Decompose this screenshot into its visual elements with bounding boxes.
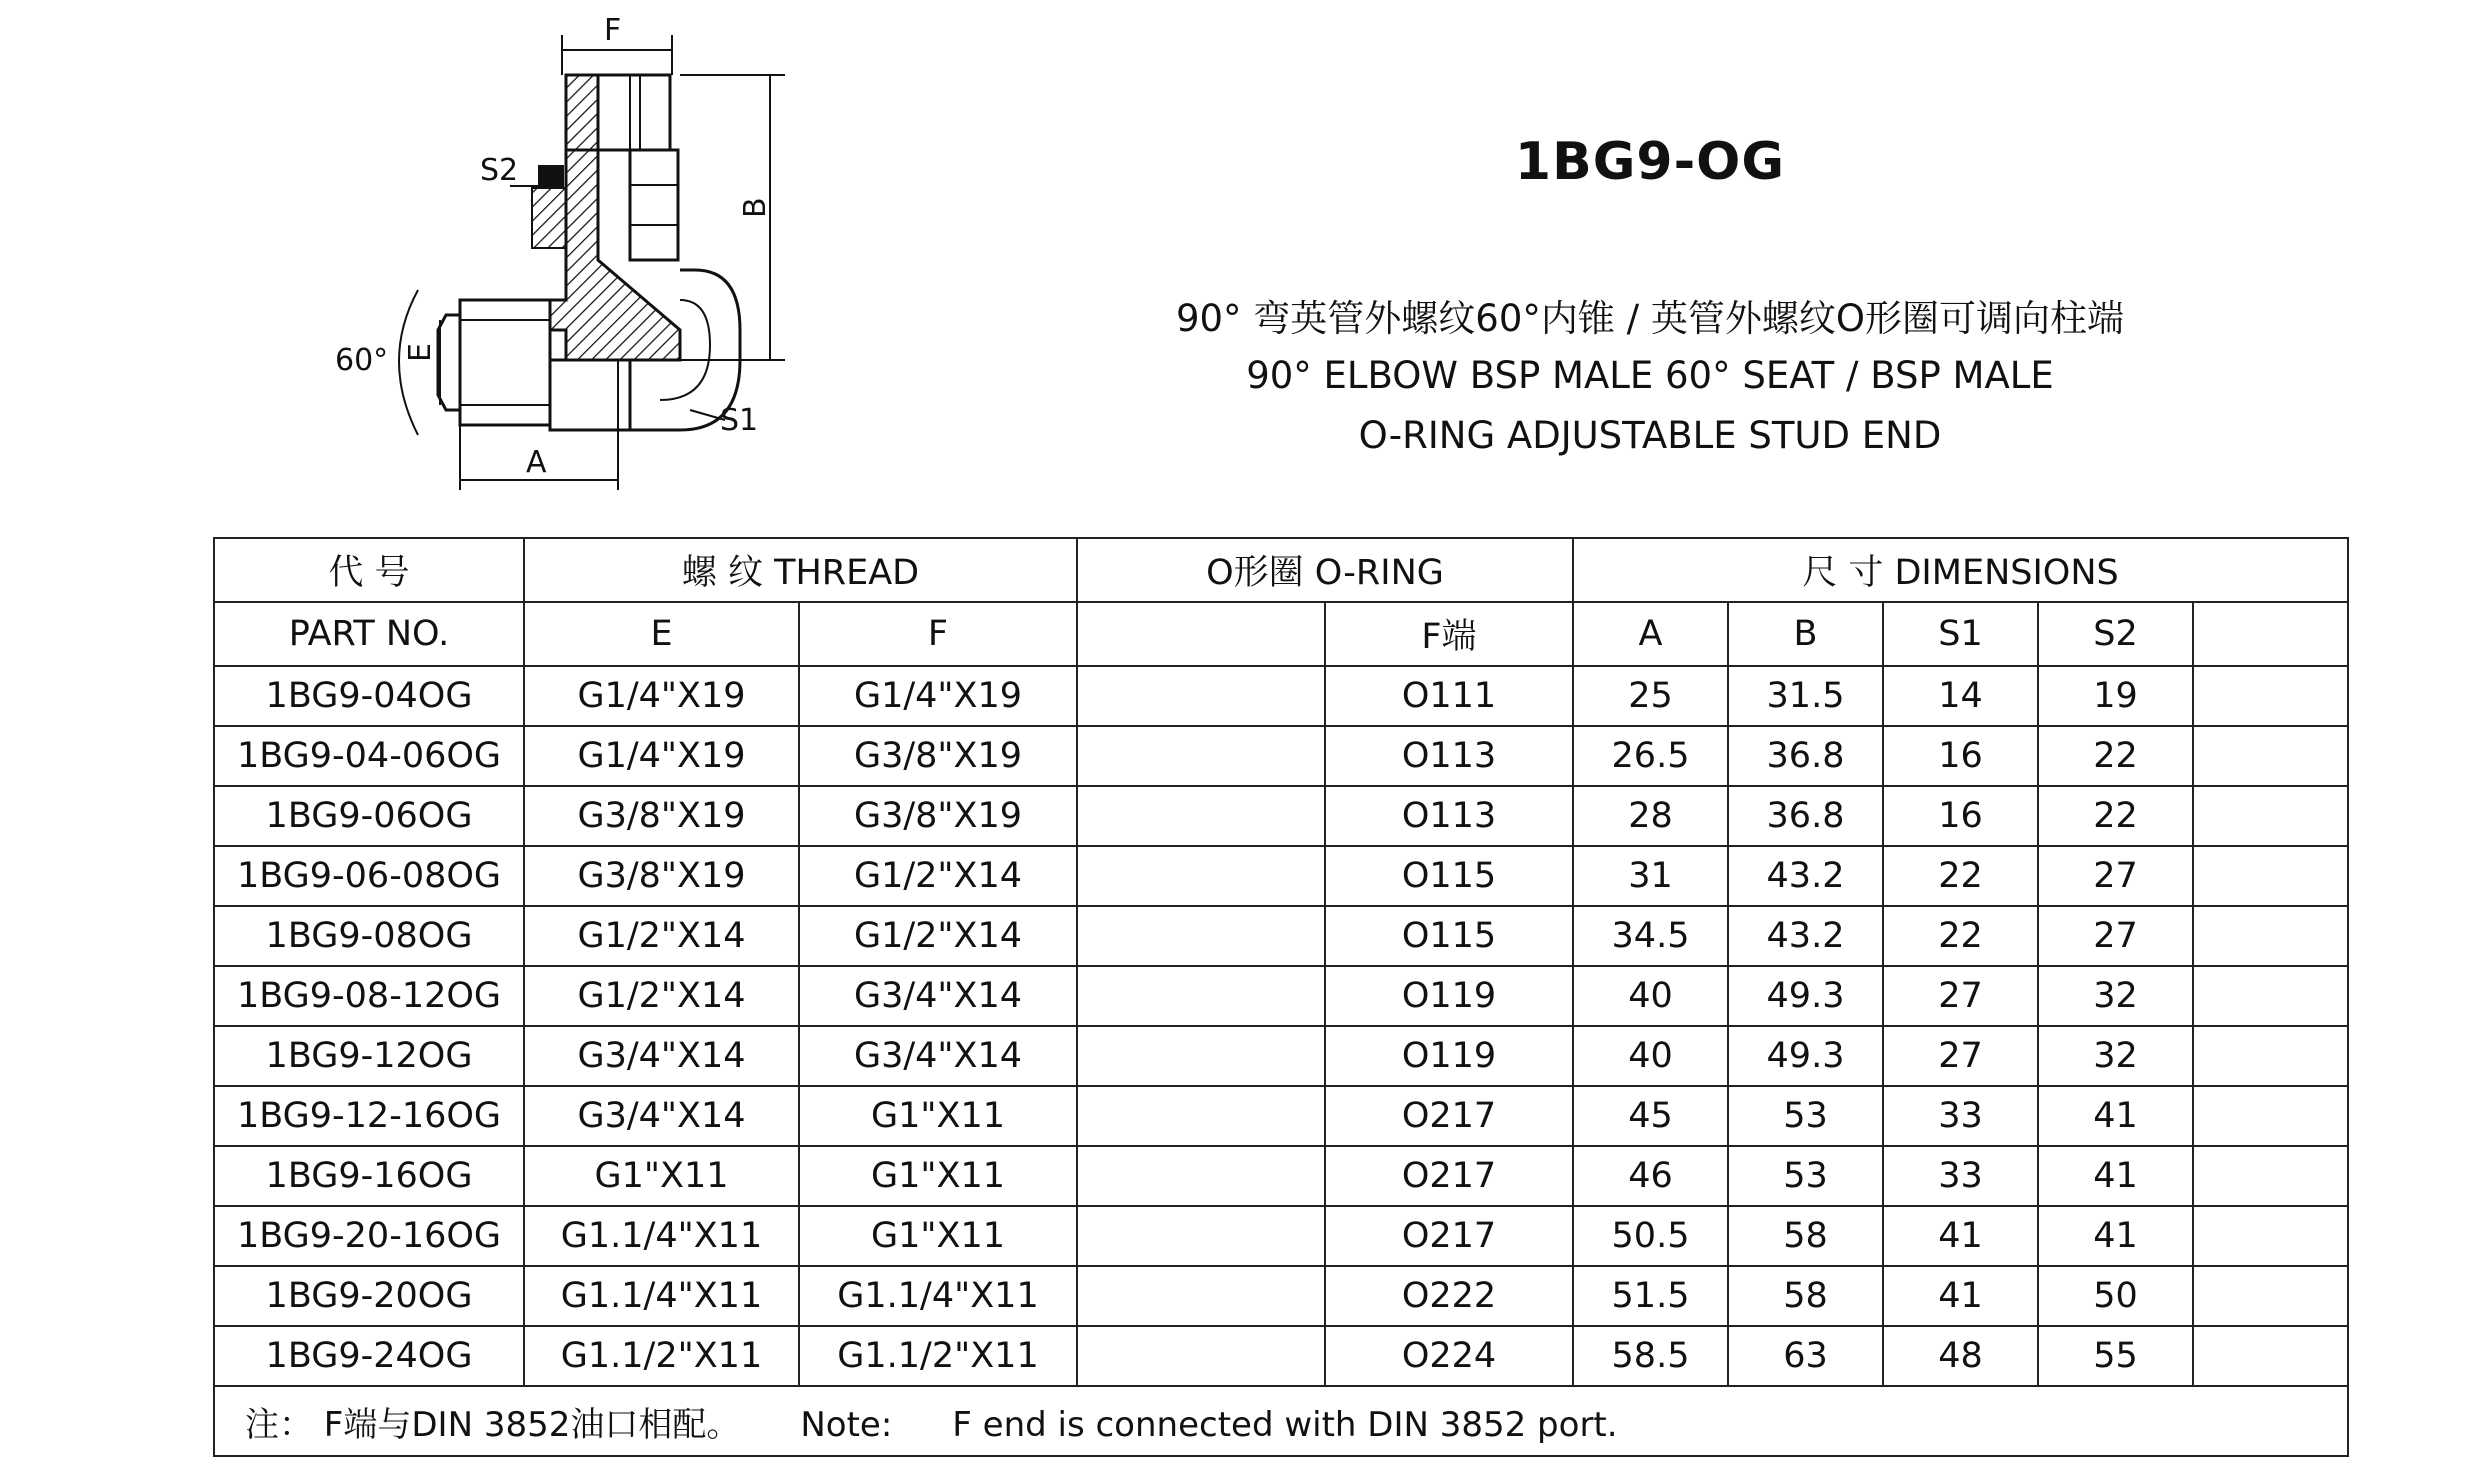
header-f: F <box>799 602 1077 666</box>
table-row <box>214 1206 2348 1266</box>
blank-cell <box>2193 786 2348 846</box>
dim-s1-cell: 41 <box>1883 1266 2038 1326</box>
dim-a-cell: 31 <box>1573 846 1728 906</box>
oring-cell: O217 <box>1325 1086 1573 1146</box>
subtitle-english-line-2: O-RING ADJUSTABLE STUD END <box>1358 414 1942 457</box>
label-e: E <box>403 343 438 362</box>
o-ring-s2 <box>538 165 564 187</box>
blank-cell <box>2193 1206 2348 1266</box>
dim-s2-cell: 41 <box>2038 1146 2193 1206</box>
table-row <box>214 726 2348 786</box>
dim-a-cell: 26.5 <box>1573 726 1728 786</box>
thread-e-cell: G1/4"X19 <box>524 726 799 786</box>
dim-b-cell: 31.5 <box>1728 666 1883 726</box>
thread-f-cell: G3/8"X19 <box>799 786 1077 846</box>
note-english-label: Note: <box>800 1404 893 1445</box>
thread-f-cell: G3/4"X14 <box>799 966 1077 1026</box>
label-s1: S1 <box>720 403 759 438</box>
part-no-cell: 1BG9-20OG <box>214 1266 524 1326</box>
dim-s2-cell: 27 <box>2038 906 2193 966</box>
oring-blank-cell <box>1077 1026 1325 1086</box>
oring-blank-cell <box>1077 1266 1325 1326</box>
oring-blank-cell <box>1077 1086 1325 1146</box>
blank-cell <box>2193 1266 2348 1326</box>
thread-e-cell: G3/4"X14 <box>524 1086 799 1146</box>
dim-s1-cell: 22 <box>1883 846 2038 906</box>
label-a: A <box>526 445 547 480</box>
header-part-cn: 代 号 <box>214 538 524 602</box>
seat-cone <box>438 315 460 410</box>
blank-cell <box>2193 1086 2348 1146</box>
header-oring-blank <box>1077 602 1325 666</box>
dim-b-cell: 49.3 <box>1728 966 1883 1026</box>
dim-a-cell: 51.5 <box>1573 1266 1728 1326</box>
oring-cell: O119 <box>1325 1026 1573 1086</box>
dim-a-cell: 34.5 <box>1573 906 1728 966</box>
dim-s2-cell: 19 <box>2038 666 2193 726</box>
dim-s1-cell: 33 <box>1883 1146 2038 1206</box>
part-no-cell: 1BG9-12OG <box>214 1026 524 1086</box>
oring-cell: O115 <box>1325 846 1573 906</box>
blank-cell <box>2193 726 2348 786</box>
dim-s1-cell: 41 <box>1883 1206 2038 1266</box>
thread-e-cell: G1.1/2"X11 <box>524 1326 799 1386</box>
oring-cell: O113 <box>1325 786 1573 846</box>
note-chinese: 注： F端与DIN 3852油口相配。 <box>245 1404 741 1445</box>
thread-e-cell: G1/4"X19 <box>524 666 799 726</box>
thread-f-cell: G3/8"X19 <box>799 726 1077 786</box>
dim-b-cell: 36.8 <box>1728 786 1883 846</box>
oring-cell: O224 <box>1325 1326 1573 1386</box>
dim-s1-cell: 27 <box>1883 1026 2038 1086</box>
table-row <box>214 666 2348 726</box>
header-s2: S2 <box>2038 602 2193 666</box>
part-no-cell: 1BG9-08OG <box>214 906 524 966</box>
oring-blank-cell <box>1077 1206 1325 1266</box>
part-no-cell: 1BG9-04OG <box>214 666 524 726</box>
part-no-cell: 1BG9-06OG <box>214 786 524 846</box>
table-row <box>214 1086 2348 1146</box>
part-no-cell: 1BG9-20-16OG <box>214 1206 524 1266</box>
dim-s2-cell: 32 <box>2038 1026 2193 1086</box>
oring-cell: O115 <box>1325 906 1573 966</box>
table-row <box>214 1026 2348 1086</box>
oring-blank-cell <box>1077 666 1325 726</box>
label-s2: S2 <box>480 153 519 188</box>
dim-a-cell: 25 <box>1573 666 1728 726</box>
header-oring: O形圈 O-RING <box>1077 538 1573 602</box>
table-row <box>214 1266 2348 1326</box>
subtitle-english-line-1: 90° ELBOW BSP MALE 60° SEAT / BSP MALE <box>1246 354 2054 397</box>
blank-cell <box>2193 1146 2348 1206</box>
dim-s1-cell: 33 <box>1883 1086 2038 1146</box>
thread-f-cell: G1/4"X19 <box>799 666 1077 726</box>
thread-f-cell: G1"X11 <box>799 1206 1077 1266</box>
dim-b-cell: 53 <box>1728 1146 1883 1206</box>
table-note <box>214 1386 2348 1456</box>
dim-a-cell: 40 <box>1573 966 1728 1026</box>
dim-s1-cell: 16 <box>1883 786 2038 846</box>
header-s1: S1 <box>1883 602 2038 666</box>
part-no-cell: 1BG9-12-16OG <box>214 1086 524 1146</box>
header-dimensions: 尺 寸 DIMENSIONS <box>1573 538 2348 602</box>
oring-blank-cell <box>1077 786 1325 846</box>
blank-cell <box>2193 906 2348 966</box>
part-no-cell: 1BG9-08-12OG <box>214 966 524 1026</box>
dim-a-cell: 28 <box>1573 786 1728 846</box>
header-e: E <box>524 602 799 666</box>
dim-b-cell: 53 <box>1728 1086 1883 1146</box>
oring-cell: O111 <box>1325 666 1573 726</box>
subtitle-chinese: 90° 弯英管外螺纹60°内锥 / 英管外螺纹O形圈可调向柱端 <box>1175 297 2125 340</box>
table-row <box>214 846 2348 906</box>
thread-f-cell: G1.1/2"X11 <box>799 1326 1077 1386</box>
thread-f-cell: G1/2"X14 <box>799 846 1077 906</box>
header-blank <box>2193 602 2348 666</box>
dim-a-cell: 50.5 <box>1573 1206 1728 1266</box>
blank-cell <box>2193 966 2348 1026</box>
washer <box>532 188 566 248</box>
oring-blank-cell <box>1077 846 1325 906</box>
thread-f-cell: G3/4"X14 <box>799 1026 1077 1086</box>
dim-a-cell: 58.5 <box>1573 1326 1728 1386</box>
label-f: F <box>604 13 622 48</box>
thread-e-cell: G1/2"X14 <box>524 966 799 1026</box>
oring-cell: O222 <box>1325 1266 1573 1326</box>
blank-cell <box>2193 1026 2348 1086</box>
dim-b-cell: 43.2 <box>1728 906 1883 966</box>
part-no-cell: 1BG9-24OG <box>214 1326 524 1386</box>
thread-f-cell: G1/2"X14 <box>799 906 1077 966</box>
dim-b-cell: 58 <box>1728 1206 1883 1266</box>
dim-s1-cell: 22 <box>1883 906 2038 966</box>
header-part-en: PART NO. <box>214 602 524 666</box>
table-row <box>214 1146 2348 1206</box>
table-row <box>214 966 2348 1026</box>
dim-a-cell: 45 <box>1573 1086 1728 1146</box>
dim-b-cell: 49.3 <box>1728 1026 1883 1086</box>
spec-table <box>213 537 2349 1457</box>
oring-blank-cell <box>1077 726 1325 786</box>
fitting-drawing <box>300 0 860 500</box>
dim-s2-cell: 22 <box>2038 786 2193 846</box>
oring-cell: O217 <box>1325 1206 1573 1266</box>
oring-cell: O119 <box>1325 966 1573 1026</box>
dim-a-cell: 40 <box>1573 1026 1728 1086</box>
dim-b-cell: 43.2 <box>1728 846 1883 906</box>
dim-s2-cell: 50 <box>2038 1266 2193 1326</box>
note-english: F end is connected with DIN 3852 port. <box>952 1404 1618 1445</box>
blank-cell <box>2193 846 2348 906</box>
dim-s1-cell: 16 <box>1883 726 2038 786</box>
table-body <box>214 666 2348 1386</box>
dim-b-cell: 36.8 <box>1728 726 1883 786</box>
dim-s1-cell: 48 <box>1883 1326 2038 1386</box>
thread-e-cell: G1.1/4"X11 <box>524 1206 799 1266</box>
elbow-thread <box>460 300 550 425</box>
part-no-cell: 1BG9-16OG <box>214 1146 524 1206</box>
dim-s1-cell: 27 <box>1883 966 2038 1026</box>
thread-f-cell: G1"X11 <box>799 1146 1077 1206</box>
table-row <box>214 786 2348 846</box>
page-title: 1BG9-OG <box>1514 132 1786 192</box>
dim-s2-cell: 22 <box>2038 726 2193 786</box>
dim-b-cell: 63 <box>1728 1326 1883 1386</box>
thread-e-cell: G1/2"X14 <box>524 906 799 966</box>
oring-cell: O113 <box>1325 726 1573 786</box>
thread-e-cell: G3/8"X19 <box>524 846 799 906</box>
blank-cell <box>2193 666 2348 726</box>
thread-e-cell: G3/8"X19 <box>524 786 799 846</box>
table-row <box>214 906 2348 966</box>
thread-e-cell: G3/4"X14 <box>524 1026 799 1086</box>
blank-cell <box>2193 1326 2348 1386</box>
hex-nut-top <box>630 150 678 260</box>
table-row <box>214 1326 2348 1386</box>
label-angle: 60° <box>335 343 389 378</box>
part-no-cell: 1BG9-06-08OG <box>214 846 524 906</box>
header-f-end: F端 <box>1325 602 1573 666</box>
thread-e-cell: G1.1/4"X11 <box>524 1266 799 1326</box>
dim-b-cell: 58 <box>1728 1266 1883 1326</box>
part-no-cell: 1BG9-04-06OG <box>214 726 524 786</box>
oring-blank-cell <box>1077 1146 1325 1206</box>
oring-blank-cell <box>1077 966 1325 1026</box>
dim-s2-cell: 32 <box>2038 966 2193 1026</box>
thread-f-cell: G1"X11 <box>799 1086 1077 1146</box>
dim-s2-cell: 27 <box>2038 846 2193 906</box>
dim-s2-cell: 41 <box>2038 1206 2193 1266</box>
label-b: B <box>738 197 773 218</box>
thread-e-cell: G1"X11 <box>524 1146 799 1206</box>
oring-blank-cell <box>1077 906 1325 966</box>
header-thread: 螺 纹 THREAD <box>524 538 1077 602</box>
dim-s2-cell: 55 <box>2038 1326 2193 1386</box>
header-b: B <box>1728 602 1883 666</box>
oring-cell: O217 <box>1325 1146 1573 1206</box>
dim-s2-cell: 41 <box>2038 1086 2193 1146</box>
oring-blank-cell <box>1077 1326 1325 1386</box>
thread-f-cell: G1.1/4"X11 <box>799 1266 1077 1326</box>
dim-a-cell: 46 <box>1573 1146 1728 1206</box>
dim-s1-cell: 14 <box>1883 666 2038 726</box>
header-a: A <box>1573 602 1728 666</box>
